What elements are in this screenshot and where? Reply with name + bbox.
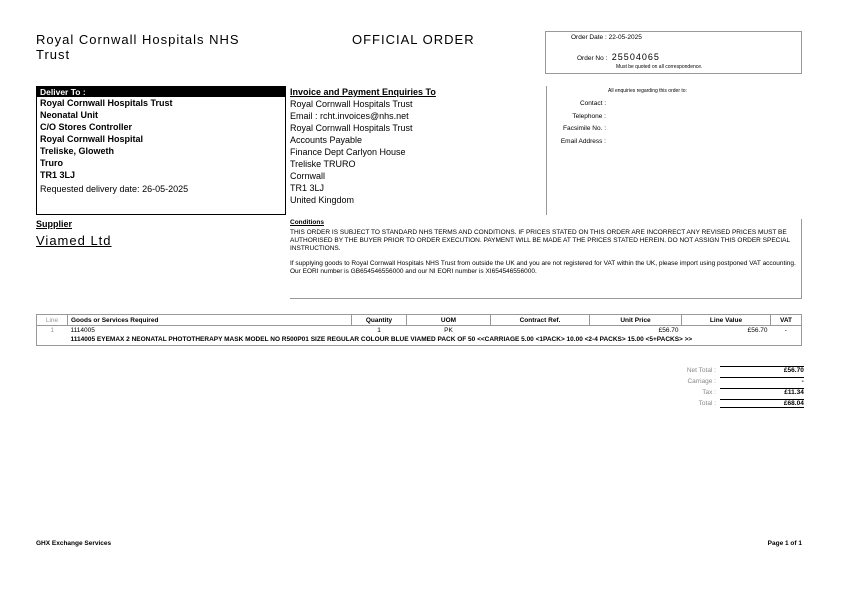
invoice-heading: Invoice and Payment Enquiries To: [290, 87, 436, 97]
tax-label: Tax :: [702, 389, 716, 396]
fax-label: Facsimile No. :: [563, 125, 606, 132]
carriage-label: Carriage :: [687, 378, 716, 385]
net-total: £56.70: [720, 366, 804, 374]
table-row-description: [37, 335, 802, 346]
row-line: 1: [37, 326, 68, 336]
invoice-section: [290, 86, 547, 215]
conditions-heading: Conditions: [290, 219, 324, 226]
requested-delivery-date: Requested delivery date: 26-05-2025: [40, 184, 189, 194]
invoice-address-line: TR1 3LJ: [290, 183, 325, 193]
order-info-box: [545, 31, 802, 74]
net-total-label: Net Total :: [686, 367, 716, 374]
col-line: Line: [37, 315, 68, 326]
telephone-label: Telephone :: [572, 113, 606, 120]
invoice-address-line: Finance Dept Carlyon House: [290, 147, 406, 157]
order-number: 25504065: [611, 52, 660, 62]
col-uom: UOM: [407, 315, 491, 326]
organisation-name: Royal Cornwall Hospitals NHS Trust: [36, 32, 240, 62]
table-row: [37, 326, 802, 336]
enquiries-heading: All enquiries regarding this order to:: [608, 88, 687, 94]
deliver-address-line: Neonatal Unit: [40, 110, 99, 120]
col-line-value: Line Value: [682, 315, 771, 326]
invoice-address-line: Royal Cornwall Hospitals Trust: [290, 99, 413, 109]
carriage-value: -: [720, 377, 804, 385]
contact-label: Contact :: [579, 100, 606, 107]
invoice-address-line: United Kingdom: [290, 195, 355, 205]
quote-note: Must be quoted on all correspondence.: [616, 64, 703, 70]
deliver-address-line: Royal Cornwall Hospitals Trust: [40, 98, 173, 108]
supplier-heading: Supplier: [36, 219, 73, 229]
deliver-address-line: Royal Cornwall Hospital: [40, 134, 144, 144]
row-unit-price: £56.70: [658, 327, 679, 334]
vat-instructions: If supplying goods to Royal Cornwall Hospitals NHS Trust from outside the UK and you are not registered for VAT within the UK, please import using postponed VAT accounting. Our EORI number is GB654546556000 and our NI EORI number is XI654546556000.: [290, 260, 796, 275]
col-goods: Goods or Services Required: [68, 315, 352, 326]
invoice-address: [290, 98, 546, 206]
invoice-address-line: Royal Cornwall Hospitals Trust: [290, 123, 413, 133]
deliver-address-line: TR1 3LJ: [40, 170, 76, 180]
row-contract: [491, 326, 590, 336]
invoice-address-line: Email : rcht.invoices@nhs.net: [290, 111, 409, 121]
conditions-box: [290, 219, 802, 299]
row-quantity: 1: [377, 327, 381, 334]
deliver-address-line: Truro: [40, 158, 64, 168]
col-contract: Contract Ref.: [491, 315, 590, 326]
total-value: £68.04: [720, 399, 804, 408]
email-label: Email Address :: [560, 138, 606, 145]
supplier-name: Viamed Ltd: [36, 233, 112, 248]
col-unit-price: Unit Price: [590, 315, 682, 326]
order-items-table: [36, 314, 802, 346]
table-header-row: [37, 315, 802, 326]
deliver-to-heading: Deliver To :: [37, 87, 285, 97]
row-line-value: £56.70: [747, 327, 768, 334]
row-uom: PK: [444, 327, 453, 334]
enquiries-section: [546, 86, 802, 215]
document-title: OFFICIAL ORDER: [352, 32, 475, 47]
total-label: Total :: [698, 400, 716, 407]
invoice-address-line: Accounts Payable: [290, 135, 363, 145]
row-description: 1114005 EYEMAX 2 NEONATAL PHOTOTHERAPY MASK MODEL NO R500P01 SIZE REGULAR COLOUR BLUE VIAMED PACK OF 50 <<CARRIAGE 5.00 <1PACK> 10.00 <2-4 PACKS> 15.00 <5+PACKS> >>: [68, 335, 802, 346]
conditions-text: THIS ORDER IS SUBJECT TO STANDARD NHS TERMS AND CONDITIONS. IF PRICES STATED ON THIS ORDER ARE INCORRECT ANY REVISED PRICES MUST BE AUTHORISED BY THE BUYER PRIOR TO ORDER EXECUTION. PAYMENT WILL BE MADE AT THE PRICES STATED HEREIN. DO NOT ASSIGN THIS ORDER SPECIAL INSTRUCTIONS.: [290, 229, 790, 252]
order-date: 22-05-2025: [608, 34, 642, 41]
order-date-label: Order Date :: [571, 34, 607, 41]
footer-page-number: Page 1 of 1: [767, 540, 802, 547]
order-number-label: Order No :: [577, 55, 608, 62]
deliver-address-line: C/O Stores Controller: [40, 122, 133, 132]
deliver-address: [37, 97, 285, 181]
tax-value: £11.34: [720, 388, 804, 396]
deliver-to-box: [36, 86, 286, 215]
row-vat: -: [771, 326, 802, 336]
invoice-address-line: Treliske TRURO: [290, 159, 356, 169]
footer-left: GHX Exchange Services: [36, 540, 112, 547]
col-quantity: Quantity: [352, 315, 407, 326]
col-vat: VAT: [771, 315, 802, 326]
deliver-address-line: Treliske, Gloweth: [40, 146, 115, 156]
invoice-address-line: Cornwall: [290, 171, 326, 181]
row-code: 1114005: [70, 327, 95, 334]
